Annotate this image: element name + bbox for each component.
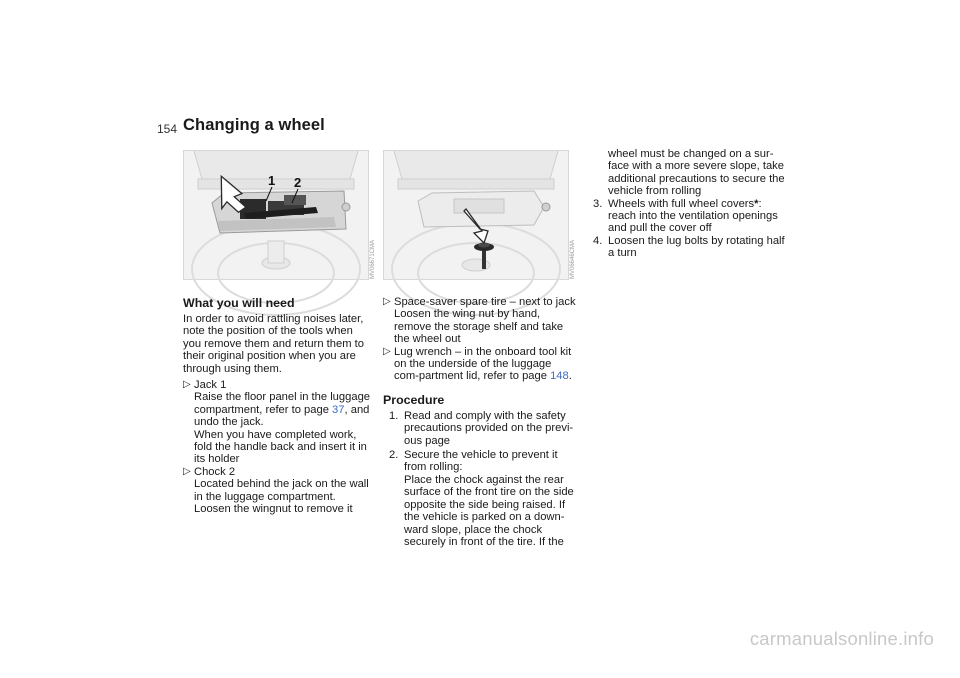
step-2: 2. Secure the vehicle to prevent it from rolling: Place the chock against the rear surface of the front tire on the side opposite the side being raised. If the vehicle is parked on a down-ward slope, place the chock securely in front of the tire. If the bbox=[389, 449, 574, 548]
option-star: * bbox=[754, 197, 759, 210]
bullet-marker: ▷ bbox=[383, 296, 391, 307]
page-ref-link[interactable]: 148 bbox=[550, 370, 569, 383]
list-item-lug-wrench: ▷ Lug wrench – in the onboard tool kit on the underside of the luggage com-partment lid, refer to page 148. bbox=[383, 345, 572, 383]
spare-wheel-illustration bbox=[384, 151, 576, 279]
figure-code: MV06671CMA bbox=[370, 239, 376, 279]
figure-jack-chock bbox=[183, 150, 376, 280]
jack-title: Jack 1 bbox=[194, 379, 227, 392]
page-ref-link[interactable]: 37 bbox=[332, 403, 345, 416]
list-item-chock: ▷ Chock 2 Located behind the jack on the wall in the luggage compartment. Loosen the wingnut to remove it bbox=[183, 465, 369, 516]
figure-spare-wheel bbox=[383, 150, 576, 280]
callout-1: 1 bbox=[268, 173, 276, 188]
page-title: Changing a wheel bbox=[183, 116, 325, 134]
list-item-jack: ▷ Jack 1 Raise the floor panel in the luggage compartment, refer to page 37, and undo the jack. When you have completed work, fold the handle back and insert it in its holder bbox=[183, 379, 371, 466]
intro-paragraph: In order to avoid rattling noises later, note the position of the tools when you remove them and return them to their original position when you are through using them. bbox=[183, 313, 364, 375]
bullet-marker: ▷ bbox=[383, 345, 391, 357]
callout-2: 2 bbox=[294, 175, 302, 190]
procedure-heading: Procedure bbox=[383, 392, 445, 407]
what-you-will-need-section bbox=[183, 296, 373, 516]
section-heading: What you will need bbox=[183, 296, 295, 310]
tools-and-procedure-section bbox=[383, 296, 579, 548]
step-3: 3. Wheels with full wheel covers*: reach into the ventilation openings and pull the cover off bbox=[593, 197, 778, 235]
chock-title: Chock 2 bbox=[194, 465, 236, 478]
figure-code: MV06646CMA bbox=[570, 239, 576, 279]
list-item-spare-tire: ▷ Space-saver spare tire – next to jack Loosen the wing nut by hand, remove the storage shelf and take the wheel out bbox=[383, 296, 576, 346]
step-1: 1. Read and comply with the safety precautions provided on the previ-ous page bbox=[389, 409, 574, 447]
bullet-marker: ▷ bbox=[183, 465, 191, 477]
watermark-text: carmanualsonline.info bbox=[749, 628, 934, 649]
step-2-continued: wheel must be changed on a sur-face with a more severe slope, take additional precautions to secure the vehicle from rolling bbox=[608, 148, 785, 198]
jack-chock-illustration bbox=[184, 151, 376, 279]
bullet-marker: ▷ bbox=[183, 379, 191, 391]
step-4: 4. Loosen the lug bolts by rotating half a turn bbox=[593, 234, 785, 260]
procedure-continued bbox=[587, 148, 787, 260]
page-number: 154 bbox=[157, 122, 178, 136]
